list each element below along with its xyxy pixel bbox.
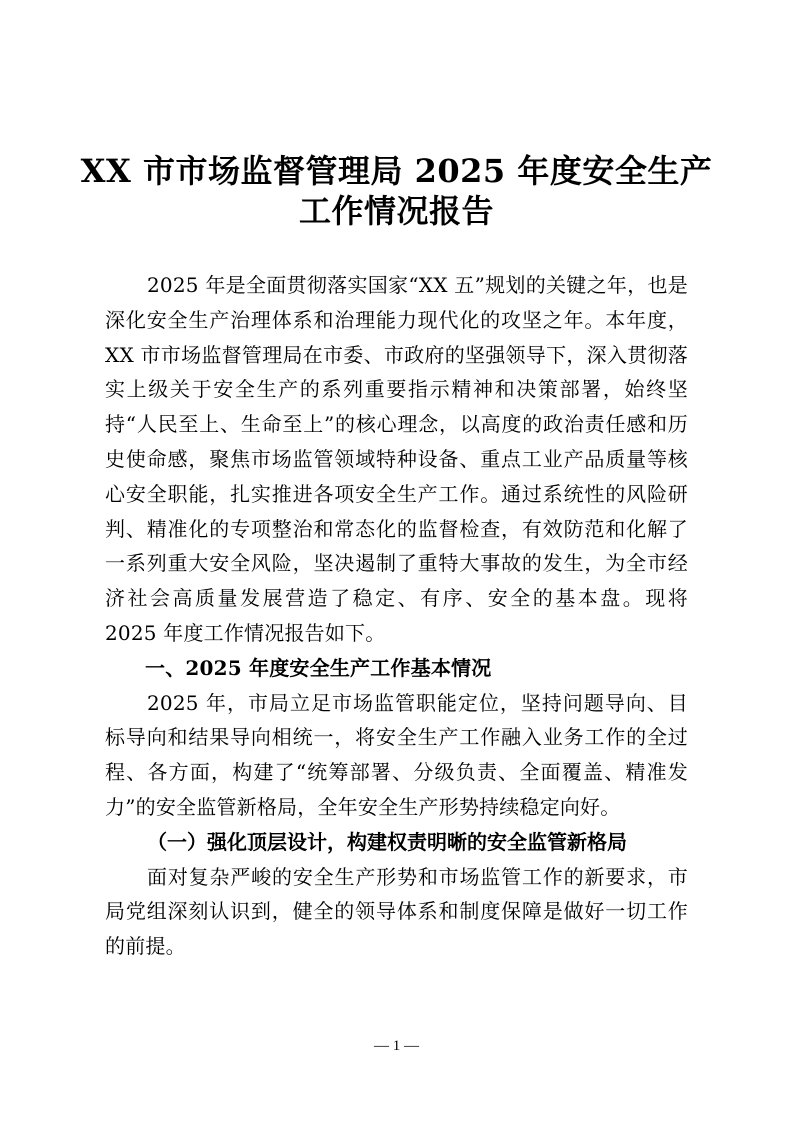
page-number: — 1 — bbox=[374, 1038, 419, 1054]
subsection-1-heading: （一）强化顶层设计，构建权责明晰的安全监管新格局 bbox=[147, 829, 627, 854]
document-title-line-1: XX 市市场监督管理局 2025 年度安全生产 bbox=[80, 152, 713, 190]
document-title-line-2: 工作情况报告 bbox=[298, 192, 494, 230]
intro-paragraph: 2025 年是全面贯彻落实国家“XX 五”规划的关键之年，也是深化安全生产治理体系和治理能力现代化的攻坚之年。本年度，XX 市市场监督管理局在市委、市政府的坚强领导下，深入贯彻落实上级关于安全生产的系列重要指示精神和决策部署，始终坚持“人民至上、生命至上”的核心理念，以高度的政治责任感和历史使命感，聚焦市场监管领域特种设备、重点工业产品质量等核心安全职能，扎实推进各项安全生产工作。通过系统性的风险研判、精准化的专项整治和常态化的监督检查，有效防范和化解了一系列重大安全风险，坚决遏制了重特大事故的发生，为全市经济社会高质量发展营造了稳定、有序、安全的基本盘。现将 2025 年度工作情况报告如下。 bbox=[105, 273, 688, 645]
document-body bbox=[105, 268, 688, 964]
subsection-1-paragraph: 面对复杂严峻的安全生产形势和市场监管工作的新要求，市局党组深刻认识到，健全的领导体系和制度保障是做好一切工作的前提。 bbox=[105, 864, 688, 959]
section-1-paragraph: 2025 年，市局立足市场监管职能定位，坚持问题导向、目标导向和结果导向相统一，将安全生产工作融入业务工作的全过程、各方面，构建了“统筹部署、分级负责、全面覆盖、精准发力”的安全监管新格局，全年安全生产形势持续稳定向好。 bbox=[105, 690, 688, 819]
section-1-heading: 一、2025 年度安全生产工作基本情况 bbox=[145, 655, 492, 680]
